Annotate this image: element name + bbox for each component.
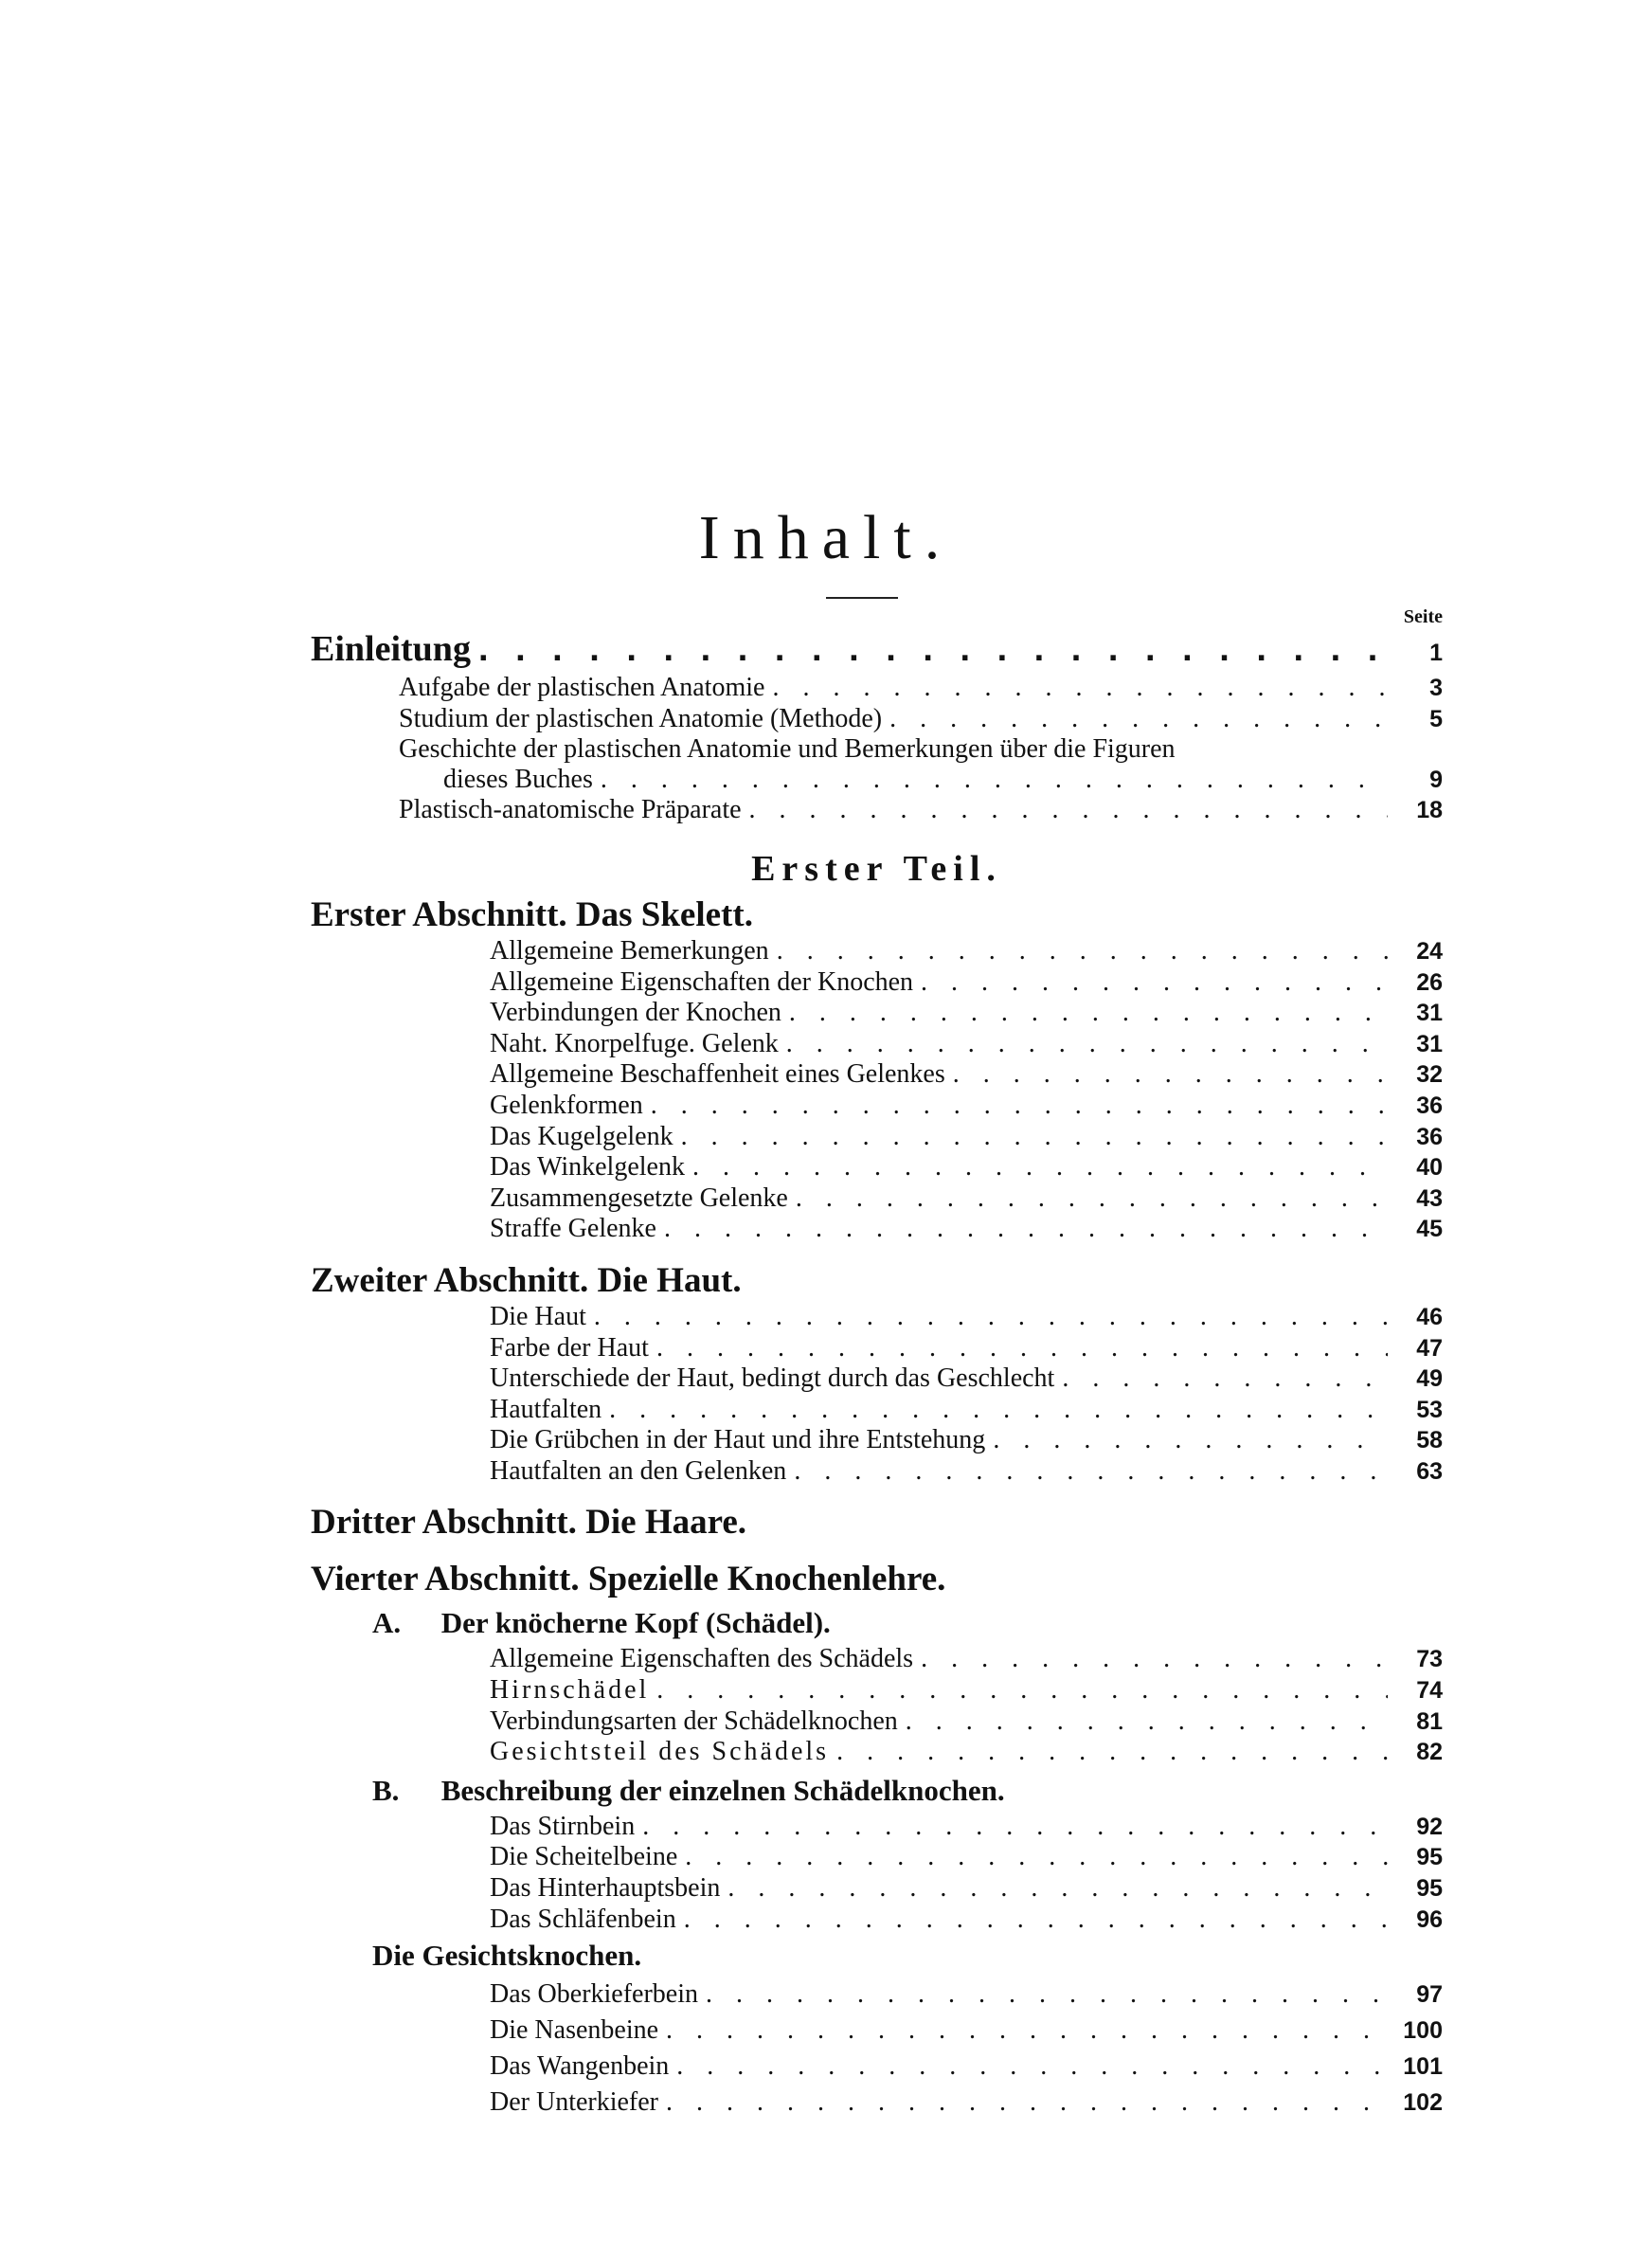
entry-text: dieses Buches xyxy=(443,764,593,794)
part-heading: Erster Teil. xyxy=(751,848,1002,889)
entry-page: 53 xyxy=(1416,1396,1443,1423)
leader-dots xyxy=(642,1812,1388,1842)
toc-entry xyxy=(311,1706,1443,1738)
subsection-letter: B. xyxy=(372,1773,400,1807)
toc-entry xyxy=(311,1152,1443,1183)
leader-dots xyxy=(794,1456,1388,1487)
leader-dots xyxy=(772,673,1388,703)
entry-text: Zusammengesetzte Gelenke xyxy=(490,1183,788,1213)
leader-dots xyxy=(706,1977,1388,2013)
entry-text: Das Kugelgelenk xyxy=(490,1121,673,1151)
entry-text: Allgemeine Bemerkungen xyxy=(490,935,769,966)
toc-entry xyxy=(311,673,1443,704)
entry-page: 100 xyxy=(1403,2017,1443,2045)
leader-dots xyxy=(656,1675,1388,1706)
entry-text: Die Grübchen in der Haut und ihre Entstehung xyxy=(490,1425,986,1455)
toc-entry xyxy=(311,1302,1443,1333)
toc-entry xyxy=(311,1091,1443,1122)
entry-page: 9 xyxy=(1429,766,1443,793)
entry-text: Hirnschädel xyxy=(490,1675,650,1706)
entry-text: Das Hinterhauptsbein xyxy=(490,1873,721,1904)
toc-entry xyxy=(311,704,1443,735)
entry-page: 36 xyxy=(1416,1123,1443,1150)
entry-page: 73 xyxy=(1416,1646,1443,1673)
entry-text: Plastisch-anatomische Präparate xyxy=(399,795,742,825)
subsection-heading: Die Gesichtsknochen. xyxy=(372,1939,642,1973)
toc-entry xyxy=(311,1363,1443,1395)
leader-dots xyxy=(921,967,1388,998)
entry-page: 36 xyxy=(1416,1092,1443,1119)
section-heading: Erster Abschnitt. Das Skelett. xyxy=(311,894,753,934)
entry-text: Die Nasenbeine xyxy=(490,2015,659,2046)
entry-page: 95 xyxy=(1416,1875,1443,1903)
subsection-heading xyxy=(311,1770,1443,1812)
leader-dots xyxy=(953,1059,1388,1090)
leader-dots xyxy=(727,1873,1388,1904)
entry-text: Allgemeine Eigenschaften der Knochen xyxy=(490,966,914,997)
leader-dots xyxy=(681,1122,1388,1152)
entry-page: 47 xyxy=(1416,1334,1443,1362)
entry-text: Allgemeine Beschaffenheit eines Gelenkes xyxy=(490,1059,945,1090)
entry-text: Hautfalten an den Gelenken xyxy=(490,1455,787,1486)
subsection-title: Der knöcherne Kopf (Schädel). xyxy=(440,1606,831,1640)
leader-dots xyxy=(666,2085,1388,2121)
leader-dots xyxy=(889,704,1388,734)
entry-text: Allgemeine Eigenschaften des Schädels xyxy=(490,1644,914,1674)
entry-text: Die Haut xyxy=(490,1301,586,1331)
leader-dots xyxy=(685,1842,1388,1872)
leader-dots xyxy=(777,936,1388,966)
toc-entry xyxy=(311,734,1443,765)
entry-text: Das Wangenbein xyxy=(490,2051,670,2082)
leader-dots xyxy=(749,795,1388,825)
entry-page: 58 xyxy=(1416,1427,1443,1454)
toc-entry xyxy=(311,1456,1443,1488)
entry-page: 18 xyxy=(1416,797,1443,824)
leader-dots xyxy=(478,629,1388,669)
leader-dots xyxy=(921,1644,1388,1674)
entry-page: 82 xyxy=(1416,1739,1443,1766)
toc-entry xyxy=(311,1122,1443,1153)
leader-dots xyxy=(609,1395,1388,1425)
toc-entry xyxy=(311,1977,1443,2013)
table-of-contents xyxy=(311,606,1443,2121)
entry-page: 101 xyxy=(1403,2053,1443,2081)
toc-entry xyxy=(311,2085,1443,2121)
toc-entry xyxy=(311,1737,1443,1768)
entry-text: Das Schläfenbein xyxy=(490,1904,676,1934)
toc-entry xyxy=(311,765,1443,796)
entry-text: Unterschiede der Haut, bedingt durch das Geschlecht xyxy=(490,1363,1055,1394)
toc-entry xyxy=(311,795,1443,826)
toc-entry xyxy=(311,1333,1443,1364)
entry-page: 24 xyxy=(1416,937,1443,965)
toc-entry xyxy=(311,1675,1443,1706)
entry-page: 43 xyxy=(1416,1184,1443,1212)
entry-page: 96 xyxy=(1416,1905,1443,1933)
entry-text: Einleitung xyxy=(311,629,471,669)
entry-page: 92 xyxy=(1416,1813,1443,1840)
leader-dots xyxy=(786,1029,1388,1059)
entry-page: 102 xyxy=(1403,2089,1443,2117)
entry-page: 97 xyxy=(1416,1981,1443,2009)
toc-entry xyxy=(311,1873,1443,1905)
entry-text: Farbe der Haut xyxy=(490,1332,649,1363)
entry-text: Gelenkformen xyxy=(490,1090,643,1120)
toc-entry xyxy=(311,1644,1443,1675)
entry-page: 95 xyxy=(1416,1844,1443,1871)
toc-entry xyxy=(311,998,1443,1029)
leader-dots xyxy=(601,765,1388,795)
toc-entry xyxy=(311,1395,1443,1426)
leader-dots xyxy=(796,1183,1388,1214)
entry-text: Aufgabe der plastischen Anatomie xyxy=(399,673,765,702)
entry-text: Geschichte der plastischen Anatomie und Bemerkungen über die Figuren xyxy=(399,734,1176,765)
toc-entry xyxy=(311,967,1443,999)
entry-page: 81 xyxy=(1416,1707,1443,1735)
section-heading: Dritter Abschnitt. Die Haare. xyxy=(311,1503,747,1543)
entry-text: Der Unterkiefer xyxy=(490,2087,659,2118)
section-heading: Vierter Abschnitt. Spezielle Knochenlehre. xyxy=(311,1560,946,1599)
leader-dots xyxy=(656,1333,1388,1363)
leader-dots xyxy=(993,1425,1388,1455)
toc-entry xyxy=(311,1029,1443,1060)
toc-entry xyxy=(311,1812,1443,1843)
entry-text: Verbindungsarten der Schädelknochen xyxy=(490,1706,898,1736)
title-rule xyxy=(826,597,898,599)
leader-dots xyxy=(692,1152,1388,1183)
toc-entry xyxy=(311,1214,1443,1245)
entry-text: Verbindungen der Knochen xyxy=(490,998,781,1028)
leader-dots xyxy=(666,2013,1388,2049)
toc-entry-einleitung xyxy=(311,629,1443,673)
entry-page: 3 xyxy=(1429,675,1443,701)
entry-page: 32 xyxy=(1416,1061,1443,1089)
toc-entry xyxy=(311,2013,1443,2049)
entry-page: 63 xyxy=(1416,1457,1443,1485)
entry-page: 31 xyxy=(1416,1030,1443,1057)
entry-text: Straffe Gelenke xyxy=(490,1214,656,1244)
leader-dots xyxy=(594,1302,1388,1332)
entry-page: 26 xyxy=(1416,968,1443,996)
entry-page: 5 xyxy=(1429,705,1443,732)
entry-text: Das Oberkieferbein xyxy=(490,1979,699,2010)
entry-text: Das Stirnbein xyxy=(490,1811,636,1841)
toc-entry xyxy=(311,1425,1443,1456)
leader-dots xyxy=(684,1905,1388,1935)
leader-dots xyxy=(664,1214,1388,1244)
seite-label: Seite xyxy=(1403,606,1443,627)
subsection-title: Beschreibung der einzelnen Schädelknochen. xyxy=(440,1773,1005,1807)
toc-entry xyxy=(311,1842,1443,1873)
subsection-heading xyxy=(311,1602,1443,1644)
leader-dots xyxy=(789,998,1388,1028)
entry-text: Die Scheitelbeine xyxy=(490,1842,678,1872)
entry-page: 45 xyxy=(1416,1216,1443,1243)
entry-page: 1 xyxy=(1429,640,1443,666)
entry-page: 74 xyxy=(1416,1677,1443,1705)
entry-page: 49 xyxy=(1416,1365,1443,1393)
entry-page: 46 xyxy=(1416,1303,1443,1330)
entry-text: Studium der plastischen Anatomie (Methode) xyxy=(399,703,883,733)
toc-entry xyxy=(311,2049,1443,2085)
entry-text: Naht. Knorpelfuge. Gelenk xyxy=(490,1028,779,1058)
toc-entry xyxy=(311,1905,1443,1936)
entry-text: Das Winkelgelenk xyxy=(490,1152,685,1183)
leader-dots xyxy=(676,2049,1388,2085)
toc-entry xyxy=(311,936,1443,967)
subsection-letter: A. xyxy=(372,1606,402,1640)
entry-page: 31 xyxy=(1416,1000,1443,1027)
leader-dots xyxy=(906,1706,1388,1737)
leader-dots xyxy=(836,1737,1388,1767)
toc-entry xyxy=(311,1183,1443,1215)
entry-text: Hautfalten xyxy=(490,1394,602,1424)
gesicht-list xyxy=(311,1977,1443,2121)
section-heading: Zweiter Abschnitt. Die Haut. xyxy=(311,1260,742,1300)
toc-entry xyxy=(311,1059,1443,1091)
page-title: Inhalt. xyxy=(698,503,954,572)
entry-page: 40 xyxy=(1416,1154,1443,1182)
leader-dots xyxy=(651,1091,1388,1121)
leader-dots xyxy=(1062,1363,1388,1394)
entry-text: Gesichtsteil des Schädels xyxy=(490,1737,830,1767)
